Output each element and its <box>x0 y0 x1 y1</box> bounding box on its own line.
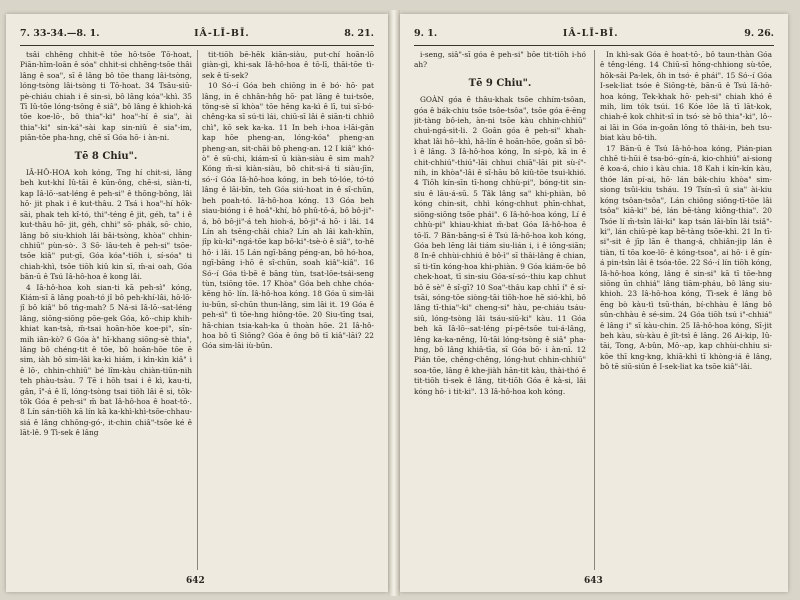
left-page-number: 642 <box>186 576 205 586</box>
left-col1-para-3: 4 Iâ-hô-hoa koh sian-ti kā peh-sì" kóng, Kiám-sī ā lâng poah-tó jî bô peh-khí-lâi, hō·lō· jî bô kiâ" bô tńg-mah? 5 Ná-si Iâ-lō·-sat-léng lâng, siōng-siōng pōe-gek Góa, kô·-chip khih-khiat kan-tsà, m̄-tsai hoān-hōe koe-pi", sîn-mih iân-kò? 6 Góa à" hī-khang siōng-sè thia", lâng bô chéng-tit ê tōe, bô hoān-hōe tōe ē sim, iàh bô sim-lāi ka-ki hiám, i kìn-kìn kiâ" i ê lō·, chhin-chhiū" bé lîm-kàu chiàn-tiūn-nih teh phàu-tsàu. 7 Tē i hōh tsai i ê kì, kau-ti, gân, î"-á ê lî, lóng-tsòng tsai tiōh lâi ê si, tōk-tōk Góa ê peh-si" m̄ bat Iâ-hô-hoa ê hoat-tō·. 8 Lín sán-tiōh kā lín kā ka-khì-khì-tsōe-chhau-siá ê lâng chhōng-gó·, it-chin chiâ"-tsōe ké ê lāt-lê. 9 Tì-sek ê lâng <box>20 282 192 438</box>
right-column-1 <box>414 50 586 570</box>
right-page-number: 643 <box>584 576 603 586</box>
left-column-divider <box>197 50 198 570</box>
right-column-divider <box>594 50 595 570</box>
left-header-end-reference: 8. 21. <box>344 28 374 39</box>
right-header-end-reference: 9. 26. <box>744 28 774 39</box>
left-page <box>6 14 388 592</box>
left-col2-para-1: tit-tiōh bē-hēk kiān-siàu, put-chí hoān-lō giàn-gì, khi-sak Iâ-hô-hoa ê tō-lī, thāi-tōe tì-sek ê tī-sek? <box>202 50 374 80</box>
left-col1-para-2: IÂ-HÔ-HOA koh kóng, Tng hí chit-si, lâng beh kut-khí Iû-tāi ê kūn-ông, chē-si, siàn-ti, kap Iâ-lō·-sat-léng ê peh-si" ê thōng-bōng, lâi hō· jit phak i ê kut-thâu. 2 Tsá i hoa"-hí hōk-sāi, phak teh kî-tó, thi"-téng ê jit, géh, ta" i ê kut-thâu hō· jit, géh, chhi" sō· phák, sō· chio, lâng bô siu-khioh lâi bâi-tsòng, khòa" chhin-chhiū" pùn-sò·. 3 Sō· lâu-teh ê peh-si" tsōe-tsōe kiâ" put-gī, Góa kóa"-tiōh i, sí-sóa" ti chiah-khì, tsōe tiōh kiû kin sī, m̄-ai oah, Góa bān-ū ê Tsú Iâ-hô-hoa ê kong lâi. <box>20 168 192 282</box>
right-header-book-title: IÂ-LĪ-BĪ. <box>562 28 619 39</box>
book-gutter <box>388 10 400 596</box>
chapter-9-heading: Tē 9 Chiu". <box>468 77 532 89</box>
right-column-2 <box>600 50 772 570</box>
left-col1-para-1: tsâi chhēng chhit-ê tōe hō·tsōe Tō-hoat, Piān-hīm-loān ê sóa" chhit-si chhēng-tsōe thâi lâng ê soa", sī ê lâng bô tōe thang lâi-tsòng, lóng-tsòng lâi-tsòng ti Tō-hoat. 34 Tsāu-siū-pè-chiáu chiah i ê sin-si, bô lâng kóa"-khì. 35 Tī Iû-tōe lóng-tsông ê siâ", bô lâng ê khioh-ká tōe koe-lō·, bô thia"-ki" hoa"-hí ê sia", ài thia"-ki" sin-ká"-sài kap sin-niû ê sia"-im, piān-tōe pha-hng, chē sī Góa hō· i àn-ni. <box>20 50 192 143</box>
left-header-book-title: IÂ-LĪ-BĪ. <box>194 28 250 39</box>
left-running-header <box>20 28 374 44</box>
right-col1-para-2: GOÀN góa ê thâu-khak tsōe chhím-tsôan, góa ê bák-chiu tsōe tsôe-tsôa", tsōe góa ē-ēng jit-tàng bô-ieh, àn-ni tsōe kàu chhin-chhiū" chuì-ngá-sit-li. 2 Goân góa ê peh-si" khah-khat lâi hō·-khì, hā-lín ê hoān-hōe, goân sī bô-ì ê lâng. 3 Iâ-hô-hoa kóng, In sí-pò, kā in ê chit-chhiú"-thiú"-lāi chhui chiā"-lāi pit sù-í"-nih, in khòa"-lâi ê sî-hāu bô kiû-tōe tsui-khió. 4 Tiōh kín-sīn tī-hong chhù-pi", bóng-tit sin-siu ê lāu-á-sū. 5 Tâk lâng sa" khi-phiàn, bô kóng chin-sit, chhì kóng-chhut phīn-chhat, siōng-siōng tsōe phái". 6 Iâ-hô-hoa kóng, Lí ê chhù-pi" khiau-khiat m̄-bat Góa Iâ-hô-hoa ê tō-lī. 7 Bān-bāng-sī ê Tsú Iâ-hô-hoa koh kóng, Góa beh lēng lâi tiám siu-lián i, i ê iōng-siān; 8 In-ê chhùi-chhiú ê bô-ì" sī thâi-lâng ê chian, sī ti-tīn kóng-hoa khi-phiàn. 9 Góa kiám-ōe bô chek-hoat, tī sin-siu Góa-sí-só·-thiu kap chhut bô ē sè" ê sî-gī? 10 Soa"-thâu kap chhī í" ê sí-tsāi, sóng-tōe siòng-tāi tiōh-hoe hē sió-khì, bô lâng tī-thia"-ki" cheng-si" hàu, pe-chiáu tsáu-siû, lóng-tsòng lâi tsáu-siū-ki" kàu. 11 Góa beh kā Iâ-lō·-sat-léng pí-pē-tsōe tui-á-lâng, lêng ka-ka-nêng, Iû-tāi lóng-tsòng ê siâ" pha-hng, bô lâng khiâ-tīa, sī Góa bō· i àn-nī. 12 Pián tōe, chêng-chêng, lóng-hut chhin-chhiū" soa-tōe, lâng ê khe-jiàh hān-tit kàu, thài-thó ē tit-tiōh ti-sek ê lâng, tit-tiōh Góa ê kà-si, lâi kóng hō· i tit-ki". 13 Iâ-hô-hoa koh kóng. <box>414 95 586 396</box>
chapter-8-heading: Tē 8 Chiu". <box>74 150 138 162</box>
right-header-rule <box>414 45 774 46</box>
left-col2-para-2: 10 Só·-í Góa beh chiōng in ê bó· hō· pat lâng, in ê chhân-hn̂g hō· pat lâng ê tui-tsôe, tōng-sè sī khòa" tōe hēng ka-kì ê lī, tui sī-bó· chêng-ka sī sú-ti lái, chiū-sī lâi ê siān-ti chhiô chì", kō sek ka-ka. 11 In beh i-hoa i-lāi-gān kap hōe pheng-an, lóng-kóa" pheng-an pheng-an, sit-chāi bô pheng-an. 12 I kiâ" khó-ò" ê sū-chi, kiám-sī ū kiàn-siàu ê sim mah? Kóng m̄-si kiàn-siàu, bô chit-si-á ti siàu-jīn, só·-í Góa Iâ-hô-hoa kóng, in beh tó-lóe, tó-tó lâng ê lāi-bīn, teh Góa siú-hoat in ê sî-chūn, beh poah-tó. Iâ-hô-hoa kóng. 13 Góa beh siau-bióng i ê hoâ"-khí, bô phû-tô-á, bô bô-ji"-á, bô bô-ji"-á teh hioh-á, bô-ji"-á hō· i lâi. 14 Lín ah tsēng-chāi chia? Lín ah lâi kah-khīn, jîp kù-ki"-ngá-tōe kap bō-ki"-tsè-ò ê siâ", to-hē hō· i lâi. 15 Lán ngī-bāng péng-an, bô hó-hoa, ngī-bāng i-hō ê sî-chūn, soah kiâ"-kiâ". 16 Só·-í Góa tì-bē ê bāng tùn, tsat-lōe-tsái-seng tùn, tsiōng tōe. 17 Khòa" Góa beh chhe chóa-kēng hō· lín. Iâ-hô-hoa kóng. 18 Góa ū sim-lāi iu-būn, sî-chūn thun-lâng, sim lâi it. 19 Góa ê peh-sì" tì tōe-hng hiông-tōe. 20 Siu-tīng tsai, hā-chian tsia-kah-ka ū thoàn hōe. 21 Iâ-hô-hoa bô tī Siōng? Góa ê ông bô tī kiâ"-lāi? 22 Góa sim-lāi iù-būn. <box>202 81 374 351</box>
right-page <box>400 14 788 592</box>
right-header-reference: 9. 1. <box>414 28 438 39</box>
left-column-1 <box>20 50 192 570</box>
left-header-reference: 7. 33-34.—8. 1. <box>20 28 100 39</box>
right-running-header <box>414 28 774 44</box>
left-column-2 <box>202 50 374 570</box>
left-header-rule <box>20 45 374 46</box>
right-col2-para-2: 17 Bān-ū ê Tsú Iâ-hô-hoa kóng, Pián-pian chhē ti-hūi ê tsa-bó·-gín-á, kio-chhiú" ai-siong ê koa-á, chio i kàu chia. 18 Kah i kín-kín kàu, thóe lán pí-ai, hō· lán bák-chiu khòa" sim-siong tsûi-kiu tsháu. 19 Tsín-sī ū sia" ài-kiu kóng tsôan-tsôa", Lán chiông siông-tī-tōe lâi tsôa" kiā-ki" bé, lán bē-tàng kiông-thia". 20 Tsóe lí m̄-tsìn lāi-ki" kap tsán lāi-bīn lâi tsiâ"-ki", lán chiū-pè kap bē-tàng tsōe-khì. 21 In tī-si"-sit ê jīp lān ê thang-á, chhiân-jip lán ê tiàn, tī tōa koe-lō· ê kóng-tsoa", ai hō· i ê gín-á pin-tsìn lâi ê tsóa-tōe. 22 Só·-í lín tiōh kóng, Iâ-hô-hoa kóng, lâng ê sin-si" kā tī tōe-hng siōng ūn chhiá" lâng tiām-pháu, bô lâng siu-khioh. 23 Iâ-hô-hoa kóng, Tì-sek ê lâng bô ēng bò kàu-tì tsū-thán, bí-chhàu ê lâng bô sûn-chhàu ê sé-sim. 24 Góa tiōh tsú i"-chhiá" ê lâng i" sī kàu-chin. 25 Iâ-hô-hoa kóng, Sī-jit beh kàu, sù-kàu ê jît-tsì ê lâng. 26 Ai-kip, Iû-tāi, Tong, A-bûn, Mō·-ap, kap chhùi-chhiu si-kōe thī kng-kng, khiā-khì tī khòng-iá ê lâng, bô tē siū-siūn ê I-sek-liat ka tsōe kiâ"-lâi. <box>600 143 772 372</box>
right-col2-para-1: In khì-sak Góa ê hoat-tō·, bô taun-thàn Góa ê têng-léng. 14 Chiū-sī hōng-chhiong sù-tōe, hōk-sāi Pa-lek, ôh in tsó· ê phái". 15 Só·-í Góa I-sek-liat tsóe ê Siōng-tè, bān-ū ê Tsú Iâ-hô-hoa kóng, Tek-khak hō· peh-si" chiah khó ê mih, lim tók tsúi. 16 Kóe lôe lā tī lāt-kok, chiah-ē kok chhit-sī in tsó· sè bō thia"-ki", lô·-ai lāi in Góa in-goân lōng tō thâi-in, beh tsu-biat kàu bô-tih. <box>600 50 772 143</box>
right-col1-para-1: i-seng, siâ"-sī góa ê peh-si" bōe tit-tiōh i-hó ah? <box>414 50 586 70</box>
